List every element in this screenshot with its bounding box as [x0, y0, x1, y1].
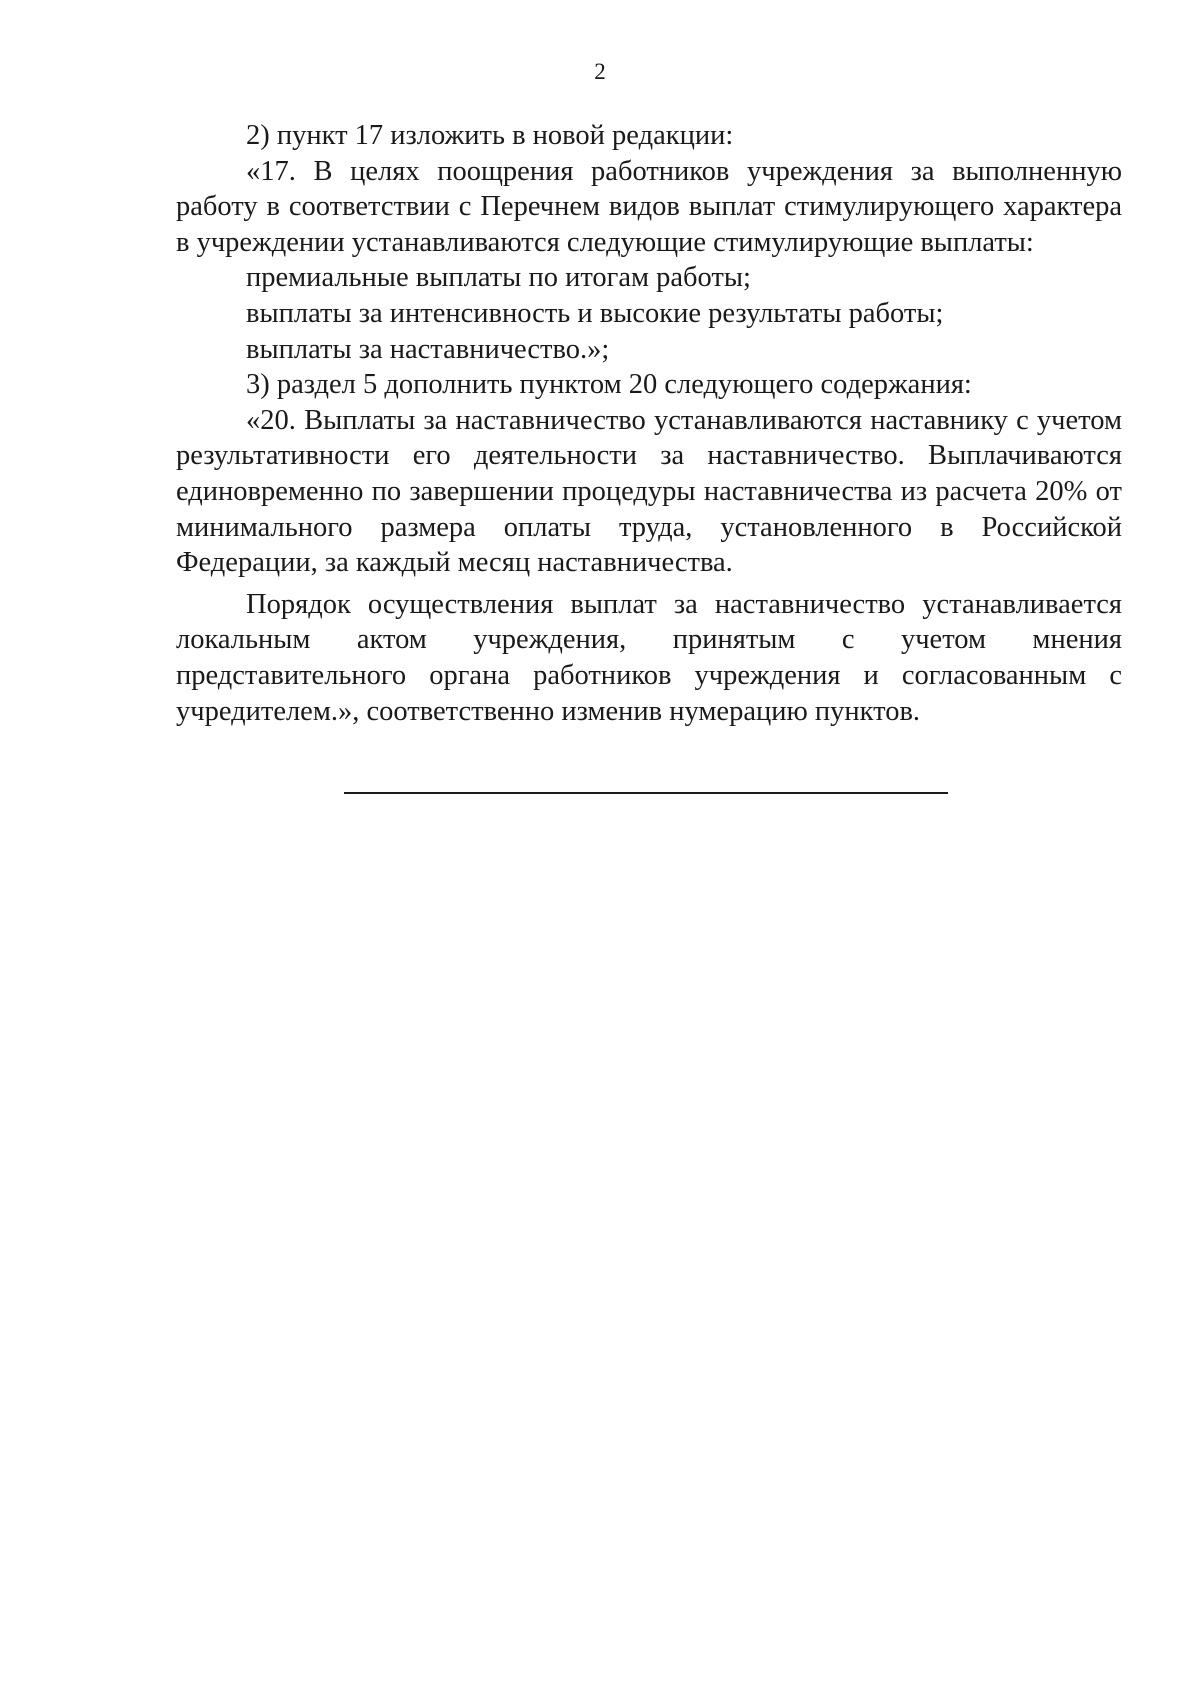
closing-divider: [344, 792, 948, 794]
page-number: 2: [594, 59, 606, 84]
paragraph-point-17: «17. В целях поощрения работников учреждения за выполненную работу в соответствии с Перечнем видов выплат стимулирующего характера в учреждении устанавливаются следующие стимулирующие выплаты:: [176, 155, 1122, 258]
paragraph-point-20: «20. Выплаты за наставничество устанавливаются наставнику с учетом результативности его деятельности за наставничество. Выплачиваются единовременно по завершении процедуры наставничества из расчета 20% от минимального размера оплаты труда, установленного в Российской Федерации, за каждый месяц наставничества.: [176, 404, 1122, 579]
paragraph-procedure: Порядок осуществления выплат за наставничество устанавливается локальным актом учреждения, принятым с учетом мнения представительного органа работников учреждения и согласованным с учредителем.», соответственно изменив нумерацию пунктов.: [176, 588, 1122, 727]
paragraph-item-2: 2) пункт 17 изложить в новой редакции:: [246, 120, 734, 151]
list-item-intensity-payments: выплаты за интенсивность и высокие результаты работы;: [246, 297, 944, 329]
list-item-mentoring-payments: выплаты за наставничество.»;: [246, 333, 610, 365]
paragraph-item-3: 3) раздел 5 дополнить пунктом 20 следующего содержания:: [246, 369, 972, 401]
list-item-premium-payments: премиальные выплаты по итогам работы;: [246, 262, 751, 294]
document-body: [176, 118, 1122, 729]
